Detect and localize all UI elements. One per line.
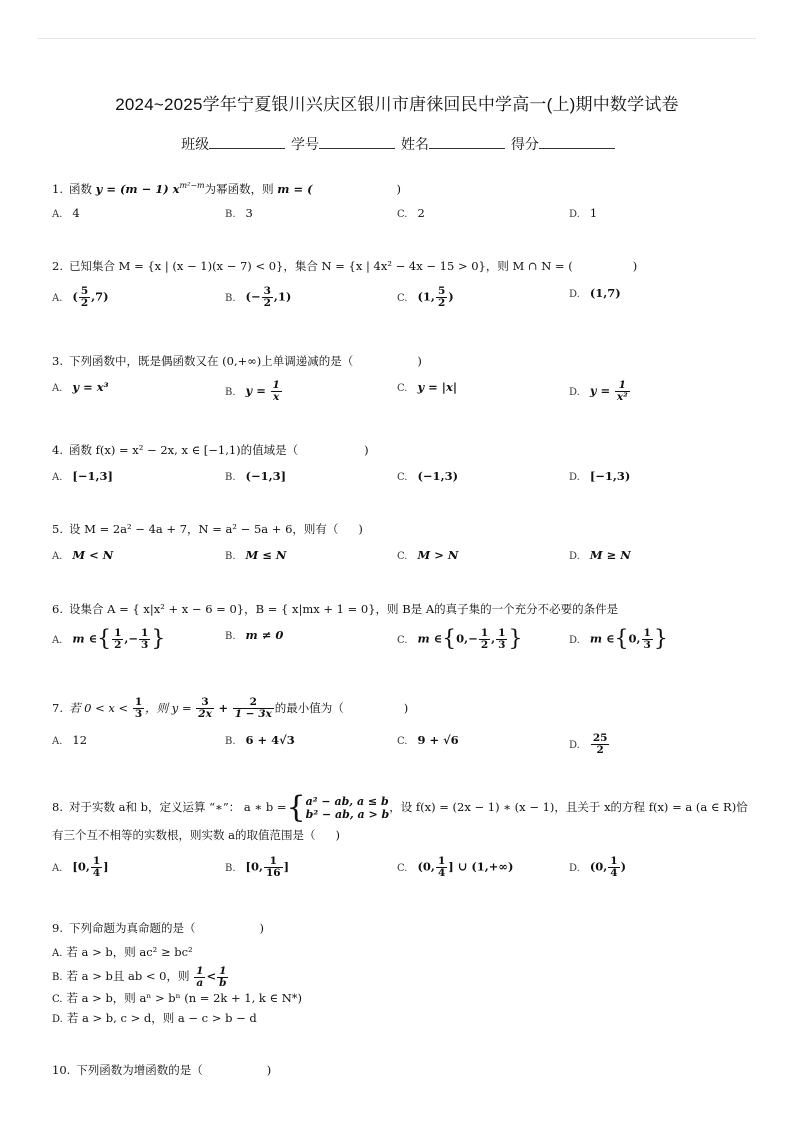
field-name-label: 姓名 [400, 136, 429, 152]
question-9: 9. 下列命题为真命题的是（ ) [52, 921, 264, 935]
question-10: 10. 下列函数为增函数的是（ ) [52, 1063, 272, 1077]
option-d[interactable]: D. (0, $\frac{1}{4}$ ) [569, 855, 627, 879]
option-d[interactable]: D. y = $\frac{1}{\text{x²}}$ [569, 379, 628, 403]
option-a[interactable]: A. 12 [52, 733, 88, 747]
option-d[interactable]: D. (1,7) [569, 286, 621, 300]
question-5: 5. 设 M = 2a² − 4a + 7，N = a² − 5a + 6，则有（ ) [52, 522, 363, 536]
page-title: 2024~2025学年宁夏银川兴庆区银川市唐徕回民中学高一(上)期中数学试卷 [115, 95, 679, 114]
option-a[interactable]: A. 若 a > b，则 ac² ≥ bc² [52, 945, 193, 959]
option-b[interactable]: B. [0, $\frac{1}{16}$ ] [225, 855, 290, 879]
question-6: 6. 设集合 A = { x|x² + x − 6 = 0}，B = { x|mx + 1 = 0}，则 B是 A的真子集的一个充分不必要的条件是 [52, 602, 619, 616]
option-c[interactable]: C. M > N [397, 548, 459, 562]
field-name-blank[interactable] [429, 136, 505, 149]
option-b[interactable]: B. (− $\frac{3}{2}$ ,1) [225, 285, 292, 309]
option-d[interactable]: D. $\frac{25}{2}$ [569, 732, 608, 756]
option-b[interactable]: B. m ≠ 0 [225, 628, 284, 642]
field-class-label: 班级 [181, 136, 210, 152]
field-id-blank[interactable] [319, 136, 395, 149]
option-b[interactable]: B. (−1,3] [225, 469, 287, 483]
question-8-line2: 有三个互不相等的实数根，则实数 a的取值范围是（ ) [52, 828, 341, 842]
option-c[interactable]: C. 2 [397, 206, 425, 220]
option-b[interactable]: B. y = $\frac{1}{x}$ [225, 379, 280, 403]
question-9-options [52, 943, 302, 1029]
option-a[interactable]: A. M < N [52, 548, 114, 562]
option-c[interactable]: C. 若 a > b，则 aⁿ > bⁿ (n = 2k + 1, k ∈ N*) [52, 991, 303, 1005]
question-7: 7. 若 0 < x < $\frac{1}{3}$ ，则 y = $\frac{3}{2x}$ + $\frac{2}{1 - 3x}$ 的最小值为（ ) [52, 696, 409, 720]
option-a[interactable]: A. ( $\frac{5}{2}$ ,7) [52, 285, 109, 309]
option-c[interactable]: C. (0, $\frac{1}{4}$ ] ∪ (1,+∞) [397, 855, 514, 879]
question-4: 4. 函数 f(x) = x² − 2x, x ∈ [−1,1)的值域是（ ) [52, 443, 369, 457]
option-a[interactable]: A. 4 [52, 206, 80, 220]
option-c[interactable]: C. y = |x| [397, 380, 458, 394]
option-b[interactable]: B. 3 [225, 206, 253, 220]
option-c[interactable]: C. 9 + √6 [397, 733, 459, 747]
option-a[interactable]: A. [−1,3] [52, 469, 113, 483]
option-d[interactable]: D. 若 a > b, c > d，则 a − c > b − d [52, 1011, 257, 1025]
option-b[interactable]: B. M ≤ N [225, 548, 287, 562]
option-a[interactable]: A. [0, $\frac{1}{4}$ ] [52, 855, 109, 879]
option-d[interactable]: D. M ≥ N [569, 548, 631, 562]
question-1: 1. 函数 y = (m − 1) $x^{m^2-m}$为幂函数，则 m = ( ) [52, 181, 402, 196]
question-8: 8. 对于实数 a和 b，定义运算 “∗”： a ∗ b ={ a² − ab, a ≤ b b² − ab, a > b ，设 f(x) = (2x − 1) ∗ (x − 1)，且关于 x的方程 f(x) = a (a ∈ R)恰 [52, 790, 748, 825]
option-a[interactable]: A. y = x³ [52, 380, 109, 394]
option-b[interactable]: B. 6 + 4√3 [225, 733, 295, 747]
option-d[interactable]: D. m ∈{0, $\frac{1}{3}$ } [569, 626, 668, 652]
field-id-label: 学号 [291, 136, 320, 152]
option-d[interactable]: D. 1 [569, 206, 598, 220]
option-b[interactable]: B. 若 a > b且 ab < 0，则 $\frac{1}{a}$ < $\frac{1}{b}$ [52, 964, 227, 989]
question-3: 3. 下列函数中，既是偶函数又在 (0,+∞)上单调递减的是（ ) [52, 354, 422, 368]
option-c[interactable]: C. (−1,3) [397, 469, 459, 483]
student-info-fields [0, 134, 794, 154]
option-d[interactable]: D. [−1,3) [569, 469, 631, 483]
option-a[interactable]: A. m ∈{ $\frac{1}{2}$ ,− $\frac{1}{3}$ } [52, 626, 166, 652]
option-c[interactable]: C. m ∈{0,− $\frac{1}{2}$ , $\frac{1}{3}$ } [397, 626, 523, 652]
field-class-blank[interactable] [209, 136, 285, 149]
top-rule [38, 38, 756, 39]
question-number: 1. [52, 181, 63, 196]
field-score-blank[interactable] [539, 136, 615, 149]
field-score-label: 得分 [510, 136, 539, 152]
question-2: 2. 已知集合 M = {x | (x − 1)(x − 7) < 0}，集合 N = {x | 4x² − 4x − 15 > 0}，则 M ∩ N = ( ) [52, 259, 638, 273]
option-c[interactable]: C. (1, $\frac{5}{2}$ ) [397, 285, 454, 309]
